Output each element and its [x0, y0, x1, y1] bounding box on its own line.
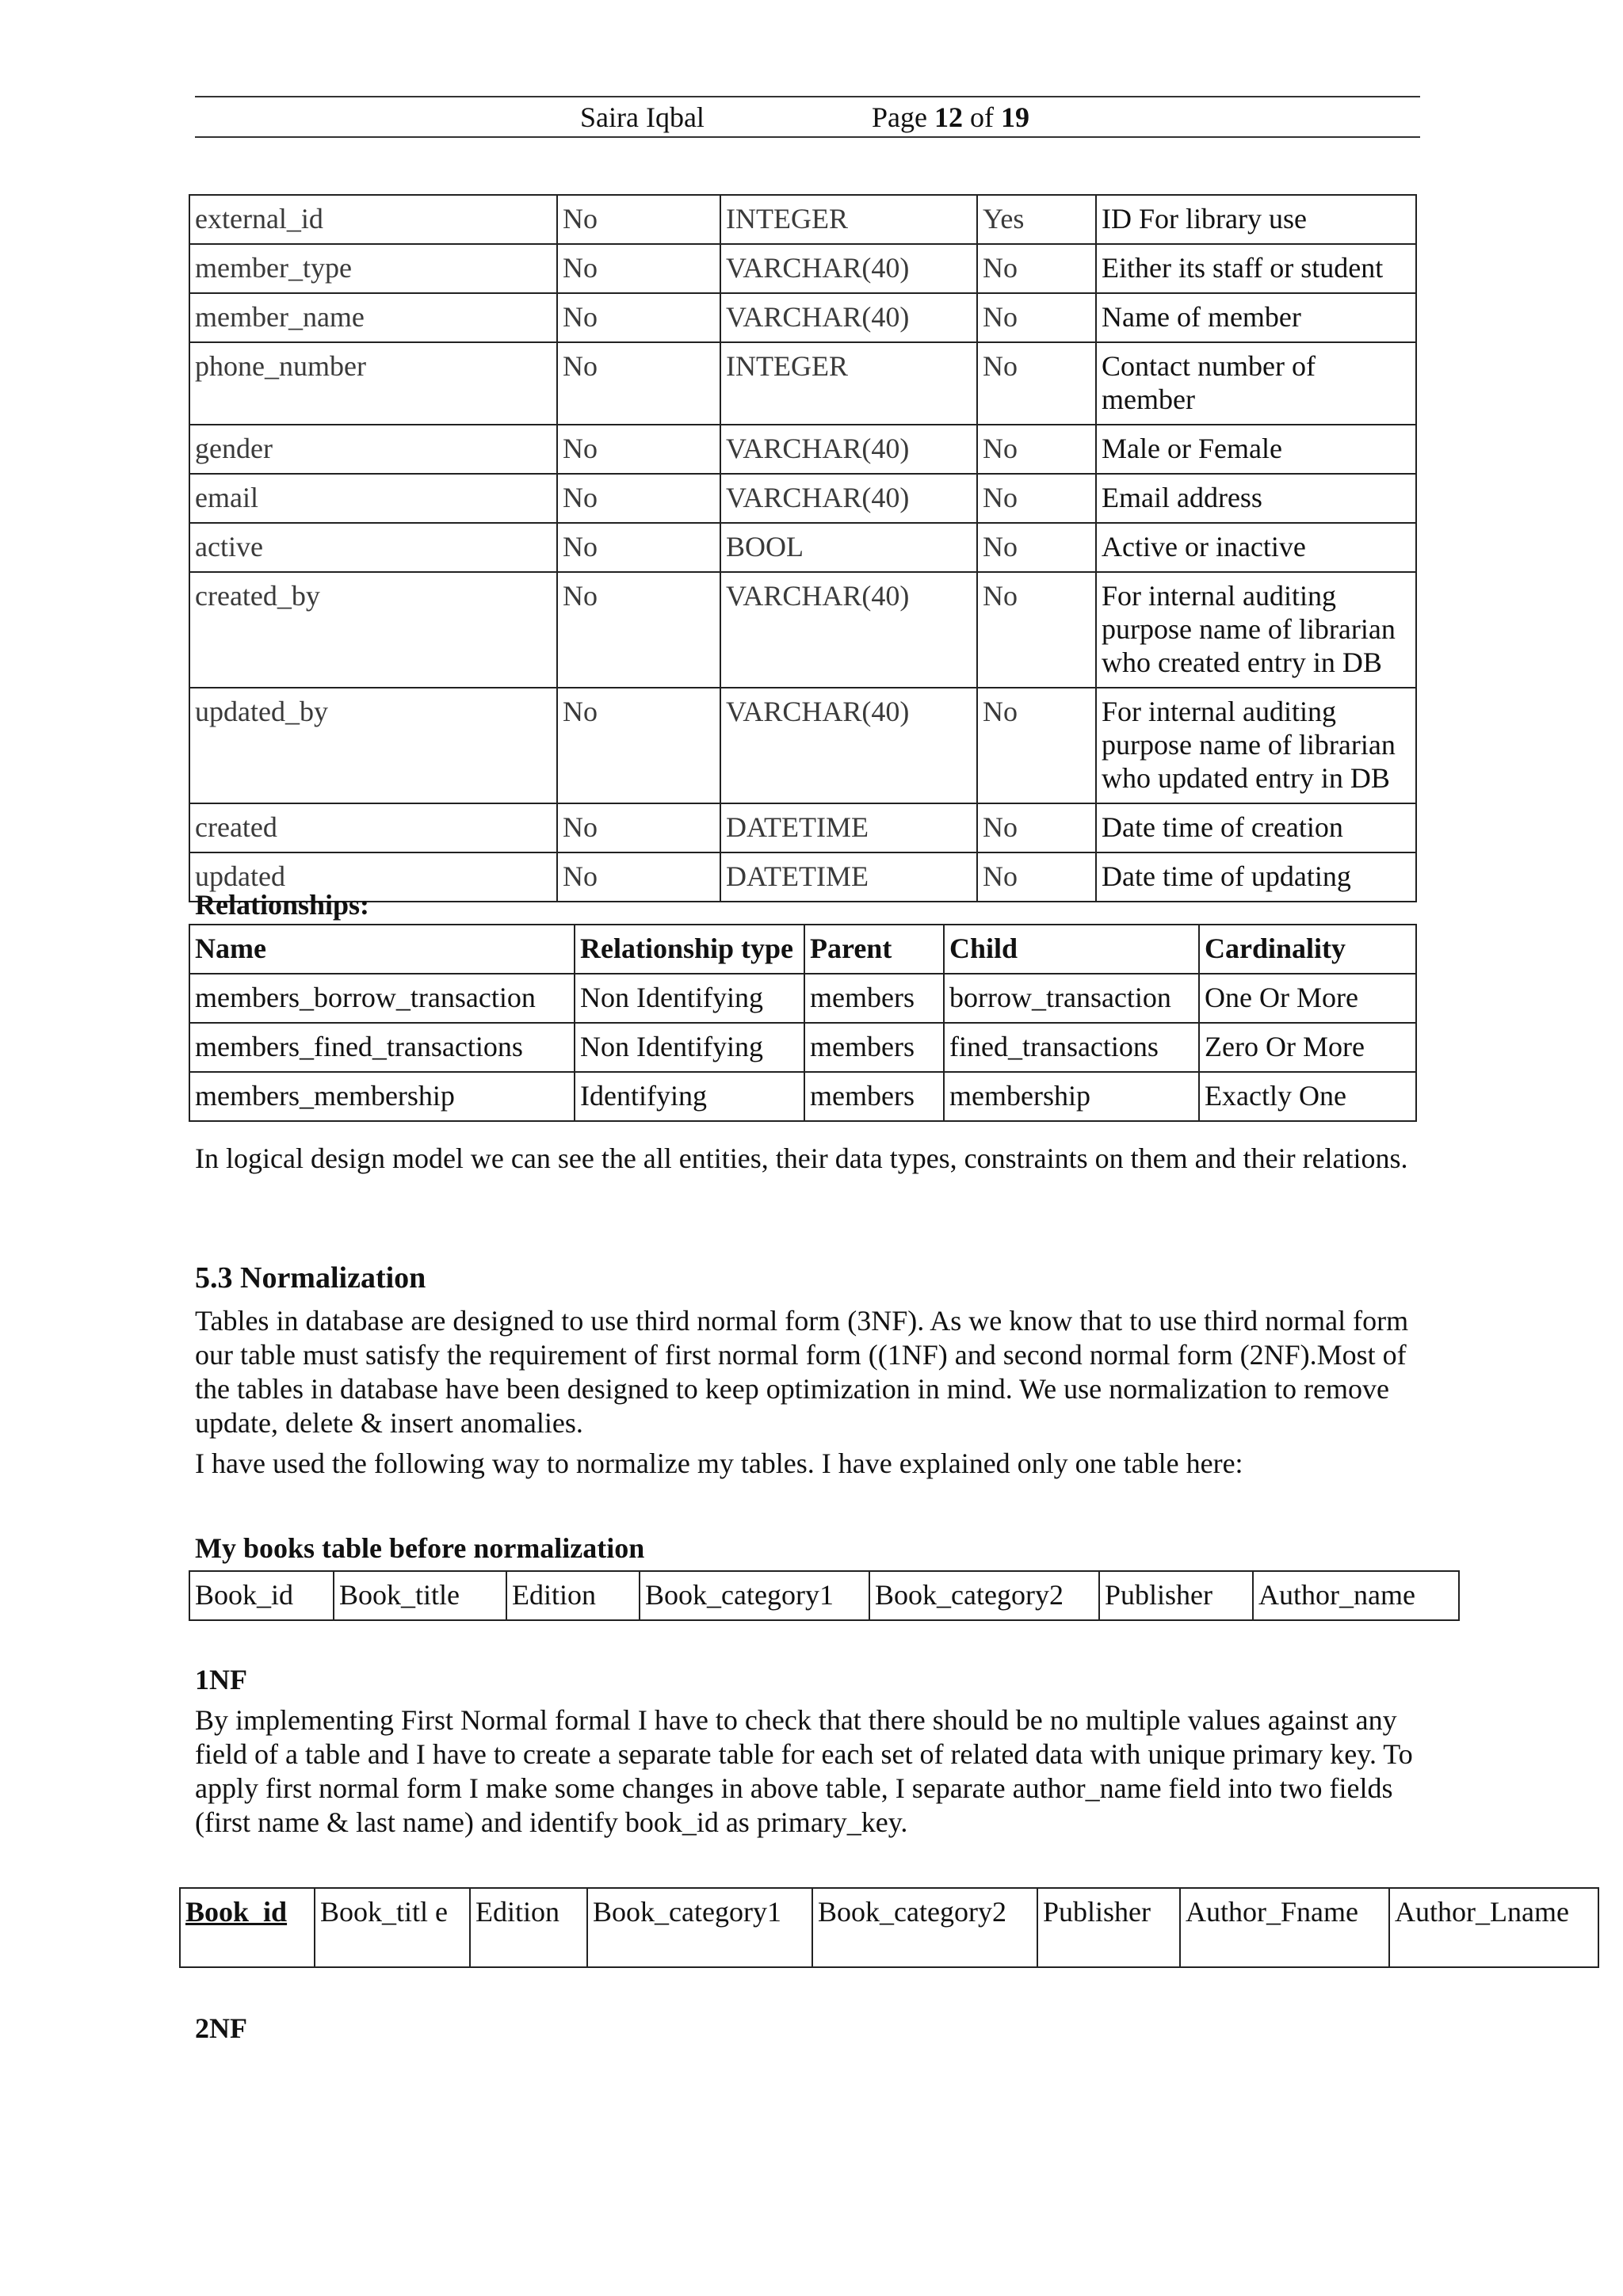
- attribute-description: Email address: [1096, 474, 1416, 523]
- relationship-type: Non Identifying: [575, 1023, 804, 1072]
- attribute-type: VARCHAR(40): [720, 688, 977, 803]
- column-publisher: Publisher: [1099, 1571, 1253, 1620]
- table-row: [189, 474, 1416, 523]
- attribute-type: VARCHAR(40): [720, 293, 977, 342]
- nf1-heading: 1NF: [195, 1664, 247, 1695]
- column-publisher: Publisher: [1037, 1888, 1180, 1967]
- table-row: [189, 852, 1416, 902]
- column-edition: Edition: [470, 1888, 587, 1967]
- column-header: Parent: [804, 925, 944, 974]
- table-row: [189, 974, 1416, 1023]
- table-row: [189, 342, 1416, 425]
- attribute-unique: Yes: [977, 195, 1096, 244]
- attribute-name: member_type: [189, 244, 557, 293]
- column-book-category2: Book_category2: [869, 1571, 1099, 1620]
- attribute-description: Date time of updating: [1096, 852, 1416, 902]
- nf1-paragraph: By implementing First Normal formal I have to check that there should be no multiple values against any field of a table and I have to create a separate table for each set of related data with unique primary key. To apply first normal form I make some changes in above table, I separate author_name field into two fields (first name & last name) and identify book_id as primary_key.: [195, 1704, 1413, 1838]
- attribute-type: DATETIME: [720, 852, 977, 902]
- column-header: Name: [189, 925, 575, 974]
- relationship-child: membership: [944, 1072, 1199, 1121]
- attribute-type: INTEGER: [720, 195, 977, 244]
- header-top-rule: [195, 96, 1420, 97]
- attribute-name: phone_number: [189, 342, 557, 425]
- attribute-type: VARCHAR(40): [720, 244, 977, 293]
- column-author-fname: Author_Fname: [1180, 1888, 1389, 1967]
- attribute-description: Male or Female: [1096, 425, 1416, 474]
- attribute-unique: No: [977, 852, 1096, 902]
- relationship-cardinality: One Or More: [1199, 974, 1416, 1023]
- attribute-description: For internal auditing purpose name of librarian who updated entry in DB: [1096, 688, 1416, 803]
- relationships-heading: Relationships:: [195, 889, 370, 921]
- table-row: [180, 1888, 1598, 1967]
- header-author: Saira Iqbal: [580, 101, 705, 133]
- attribute-pk: No: [557, 293, 720, 342]
- column-book-title: Book_title: [334, 1571, 506, 1620]
- table-row: [189, 293, 1416, 342]
- attribute-pk: No: [557, 572, 720, 688]
- table-row: [189, 1023, 1416, 1072]
- table-row: [189, 244, 1416, 293]
- normalization-paragraph-1: Tables in database are designed to use third normal form (3NF). As we know that to use third normal form our table must satisfy the requirement of first normal form ((1NF) and second normal form (2NF).Most of the tables in database have been designed to keep optimization in mind. We use normalization to remove update, delete & insert anomalies.: [195, 1305, 1409, 1439]
- column-author-lname: Author_Lname: [1389, 1888, 1598, 1967]
- attribute-unique: No: [977, 688, 1096, 803]
- page-current: 12: [934, 101, 963, 133]
- relationships-header-row: [189, 925, 1416, 974]
- table-row: [189, 572, 1416, 688]
- column-book-id: Book_id: [189, 1571, 334, 1620]
- attribute-name: email: [189, 474, 557, 523]
- table-row: [189, 1072, 1416, 1121]
- attribute-unique: No: [977, 523, 1096, 572]
- relationship-type: Non Identifying: [575, 974, 804, 1023]
- attributes-table: [189, 194, 1417, 902]
- attribute-description: Contact number of member: [1096, 342, 1416, 425]
- relationship-type: Identifying: [575, 1072, 804, 1121]
- column-book-category1: Book_category1: [640, 1571, 869, 1620]
- column-book-title: Book_titl e: [315, 1888, 470, 1967]
- attribute-description: Name of member: [1096, 293, 1416, 342]
- attribute-type: BOOL: [720, 523, 977, 572]
- page-of: of: [969, 101, 994, 133]
- column-book-category2: Book_category2: [812, 1888, 1037, 1967]
- attribute-pk: No: [557, 523, 720, 572]
- attribute-pk: No: [557, 852, 720, 902]
- attribute-unique: No: [977, 342, 1096, 425]
- attribute-pk: No: [557, 425, 720, 474]
- column-header: Child: [944, 925, 1199, 974]
- primary-key-label: Book_id: [185, 1896, 288, 1928]
- attribute-name: active: [189, 523, 557, 572]
- attribute-name: updated_by: [189, 688, 557, 803]
- attribute-name: external_id: [189, 195, 557, 244]
- attribute-name: updated: [189, 852, 557, 902]
- attribute-description: Active or inactive: [1096, 523, 1416, 572]
- attribute-type: INTEGER: [720, 342, 977, 425]
- attribute-name: created: [189, 803, 557, 852]
- relationship-name: members_borrow_transaction: [189, 974, 575, 1023]
- relationship-name: members_fined_transactions: [189, 1023, 575, 1072]
- page-prefix: Page: [872, 101, 927, 133]
- nf2-heading: 2NF: [195, 2012, 247, 2044]
- relationship-parent: members: [804, 1023, 944, 1072]
- page-total: 19: [1000, 101, 1029, 133]
- column-header: Relationship type: [575, 925, 804, 974]
- attribute-name: member_name: [189, 293, 557, 342]
- relationship-child: borrow_transaction: [944, 974, 1199, 1023]
- attribute-pk: No: [557, 474, 720, 523]
- logical-design-paragraph: In logical design model we can see the all entities, their data types, constraints on them and their relations.: [195, 1142, 1408, 1174]
- relationship-cardinality: Exactly One: [1199, 1072, 1416, 1121]
- books-before-table: [189, 1570, 1460, 1621]
- column-book-category1: Book_category1: [587, 1888, 812, 1967]
- normalization-title: 5.3 Normalization: [195, 1261, 426, 1295]
- attribute-type: VARCHAR(40): [720, 474, 977, 523]
- relationship-child: fined_transactions: [944, 1023, 1199, 1072]
- attribute-unique: No: [977, 425, 1096, 474]
- relationship-parent: members: [804, 1072, 944, 1121]
- column-book-id-primary-key: [180, 1888, 315, 1967]
- attribute-unique: No: [977, 293, 1096, 342]
- normalization-paragraph-2: I have used the following way to normalize my tables. I have explained only one table here:: [195, 1447, 1243, 1479]
- attribute-unique: No: [977, 474, 1096, 523]
- relationship-cardinality: Zero Or More: [1199, 1023, 1416, 1072]
- attribute-description: ID For library use: [1096, 195, 1416, 244]
- column-edition: Edition: [506, 1571, 640, 1620]
- table-row: [189, 523, 1416, 572]
- attribute-pk: No: [557, 342, 720, 425]
- table-row: [189, 425, 1416, 474]
- relationships-table: [189, 924, 1417, 1122]
- attribute-name: gender: [189, 425, 557, 474]
- header-bottom-rule: [195, 136, 1420, 138]
- attribute-type: VARCHAR(40): [720, 572, 977, 688]
- column-author-name: Author_name: [1253, 1571, 1459, 1620]
- books-1nf-table: [179, 1887, 1599, 1968]
- before-normalization-heading: My books table before normalization: [195, 1532, 645, 1564]
- attribute-pk: No: [557, 244, 720, 293]
- attribute-unique: No: [977, 244, 1096, 293]
- attribute-name: created_by: [189, 572, 557, 688]
- attribute-type: VARCHAR(40): [720, 425, 977, 474]
- table-row: [189, 1571, 1459, 1620]
- attribute-description: Date time of creation: [1096, 803, 1416, 852]
- relationship-name: members_membership: [189, 1072, 575, 1121]
- attribute-pk: No: [557, 803, 720, 852]
- table-row: [189, 688, 1416, 803]
- attribute-pk: No: [557, 688, 720, 803]
- attribute-type: DATETIME: [720, 803, 977, 852]
- relationship-parent: members: [804, 974, 944, 1023]
- attribute-unique: No: [977, 572, 1096, 688]
- attribute-description: For internal auditing purpose name of librarian who created entry in DB: [1096, 572, 1416, 688]
- header-page-number: [872, 100, 1029, 135]
- attribute-unique: No: [977, 803, 1096, 852]
- table-row: [189, 195, 1416, 244]
- column-header: Cardinality: [1199, 925, 1416, 974]
- table-row: [189, 803, 1416, 852]
- attribute-description: Either its staff or student: [1096, 244, 1416, 293]
- attribute-pk: No: [557, 195, 720, 244]
